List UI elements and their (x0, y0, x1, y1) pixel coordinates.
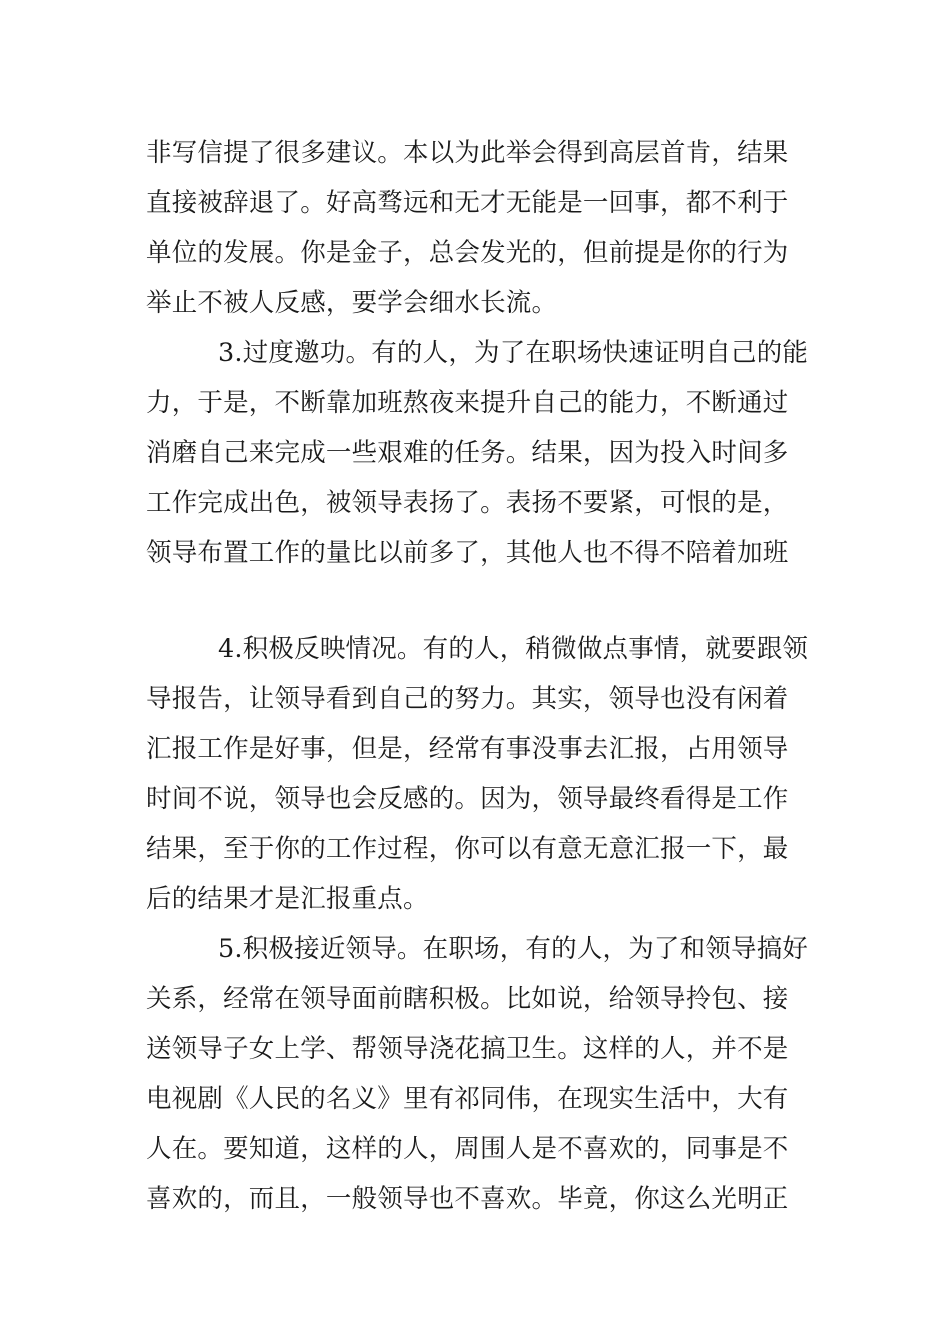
text-line: 领导布置工作的量比以前多了，其他人也不得不陪着加班 (146, 538, 789, 568)
text-line: 电视剧《人民的名义》里有祁同伟，在现实生活中，大有 (146, 1084, 789, 1114)
text-line: 力，于是，不断靠加班熬夜来提升自己的能力，不断通过 (146, 388, 789, 418)
text-line: 后的结果才是汇报重点。 (146, 884, 429, 914)
paragraph-heading-5: 5.积极接近领导。在职场，有的人，为了和领导搞好 (218, 934, 809, 964)
text-line: 导报告，让领导看到自己的努力。其实，领导也没有闲着 (146, 684, 789, 714)
text-line: 关系，经常在领导面前瞎积极。比如说，给领导拎包、接 (146, 984, 789, 1014)
text-line: 送领导子女上学、帮领导浇花搞卫生。这样的人，并不是 (146, 1034, 789, 1064)
text-line: 时间不说，领导也会反感的。因为，领导最终看得是工作 (146, 784, 789, 814)
text-line: 汇报工作是好事，但是，经常有事没事去汇报，占用领导 (146, 734, 789, 764)
text-line: 非写信提了很多建议。本以为此举会得到高层首肯，结果 (146, 138, 789, 168)
text-line: 结果，至于你的工作过程，你可以有意无意汇报一下，最 (146, 834, 789, 864)
paragraph-heading-4: 4.积极反映情况。有的人，稍微做点事情，就要跟领 (218, 634, 809, 664)
text-line: 举止不被人反感，要学会细水长流。 (146, 288, 558, 318)
paragraph-heading-3: 3.过度邀功。有的人，为了在职场快速证明自己的能 (218, 338, 809, 368)
text-line: 工作完成出色，被领导表扬了。表扬不要紧，可恨的是， (146, 488, 789, 518)
text-line: 喜欢的，而且，一般领导也不喜欢。毕竟，你这么光明正 (146, 1184, 789, 1214)
text-line: 人在。要知道，这样的人，周围人是不喜欢的，同事是不 (146, 1134, 789, 1164)
text-line: 消磨自己来完成一些艰难的任务。结果，因为投入时间多 (146, 438, 789, 468)
text-line: 单位的发展。你是金子，总会发光的，但前提是你的行为 (146, 238, 789, 268)
text-line: 直接被辞退了。好高骛远和无才无能是一回事，都不利于 (146, 188, 789, 218)
